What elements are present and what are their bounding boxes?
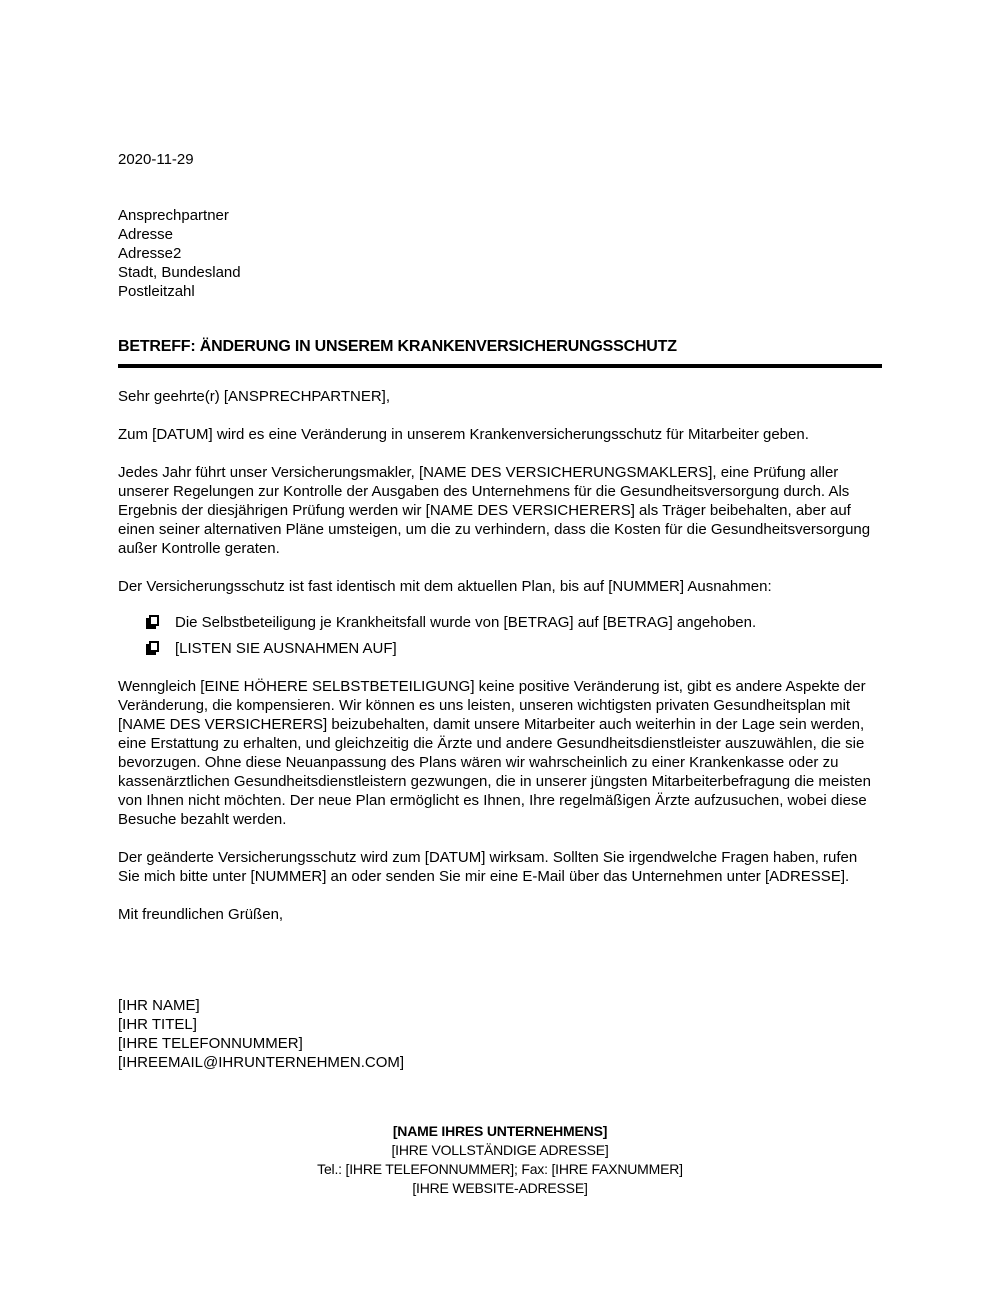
exception-item-text: Die Selbstbeteiligung je Krankheitsfall wurde von [BETRAG] auf [BETRAG] angehoben. [175,614,757,631]
paragraph-rationale: Wenngleich [EINE HÖHERE SELBSTBETEILIGUNG] keine positive Veränderung ist, gibt es andere Aspekte der Veränderung, die kompensieren. Wir können es uns leisten, unseren wichtigsten privaten Gesundheitsplan mit [NAME DES VERSICHERERS] beizubehalten, damit unsere Mitarbeiter auch weiterhin in der Lage sein werden, eine Erstattung zu erhalten, und gleichzeitig die Ärzte und andere Gesundheitsdienstleister auszuwählen, die sie bevorzugen. Ohne diese Neuanpassung des Plans wären wir wahrscheinlich zu einer Krankenkasse oder zu kassenärztlichen Gesundheitsdienstleistern gezwungen, die in unserer jüngsten Mitarbeiterbefragung die meisten von Ihnen nicht möchten. Der neue Plan ermöglicht es Ihnen, Ihre regelmäßigen Ärzte aufzusuchen, wobei diese Besuche bezahlt werden. [118,678,871,828]
list-item [118,639,882,658]
signature-name: [IHR NAME] [118,997,200,1014]
recipient-postal-code: Postleitzahl [118,283,195,300]
paragraph-broker-review: Jedes Jahr führt unser Versicherungsmakler, [NAME DES VERSICHERUNGSMAKLERS], eine Prüfung aller unserer Regelungen zur Kontrolle der Ausgaben des Unternehmens für die Gesundheitsversorgung durch. Als Ergebnis der diesjährigen Prüfung werden wir [NAME DES VERSICHERERS] als Träger beibehalten, aber auf einen seiner alternativen Pläne umsteigen, um die zu verhindern, dass die Kosten für die Gesundheitsversorgung außer Kontrolle geraten. [118,464,871,557]
recipient-city-state: Stadt, Bundesland [118,264,241,281]
recipient-contact: Ansprechpartner [118,207,229,224]
recipient-block [118,206,882,301]
footer-phone-fax: Tel.: [IHRE TELEFONNUMMER]; Fax: [IHRE FAXNUMMER] [317,1161,683,1177]
footer-company-name: [NAME IHRES UNTERNEHMENS] [392,1123,608,1139]
closing-salutation: Mit freundlichen Grüßen, [118,906,284,923]
salutation: Sehr geehrte(r) [ANSPRECHPARTNER], [118,388,391,405]
paragraph-effective-date: Der geänderte Versicherungsschutz wird zum [DATUM] wirksam. Sollten Sie irgendwelche Fragen haben, rufen Sie mich bitte unter [NUMMER] an oder senden Sie mir eine E-Mail über das Unternehmen unter [ADRESSE]. [118,849,858,885]
checkbox-bullet-icon [149,641,159,652]
exceptions-list [118,613,882,658]
checkbox-bullet-icon [149,615,159,626]
signature-title: [IHR TITEL] [118,1016,197,1033]
subject-line: BETREFF: ÄNDERUNG IN UNSEREM KRANKENVERSICHERUNGSSCHUTZ [118,338,677,355]
recipient-address-line2: Adresse2 [118,245,182,262]
paragraph-intro: Zum [DATUM] wird es eine Veränderung in unserem Krankenversicherungsschutz für Mitarbeiter geben. [118,426,809,443]
recipient-address-line1: Adresse [118,226,174,243]
signature-block [118,996,882,1072]
paragraph-exceptions-lead: Der Versicherungsschutz ist fast identisch mit dem aktuellen Plan, bis auf [NUMMER] Ausnahmen: [118,578,772,595]
signature-email: [IHREEMAIL@IHRUNTERNEHMEN.COM] [118,1054,405,1071]
signature-phone: [IHRE TELEFONNUMMER] [118,1035,303,1052]
letter-date: 2020-11-29 [118,151,194,168]
exception-item-text: [LISTEN SIE AUSNAHMEN AUF] [175,640,397,657]
footer-company-address: [IHRE VOLLSTÄNDIGE ADRESSE] [391,1142,609,1158]
company-footer [118,1122,882,1198]
subject-divider [118,364,882,368]
list-item [118,613,882,632]
footer-website: [IHRE WEBSITE-ADRESSE] [412,1180,588,1196]
